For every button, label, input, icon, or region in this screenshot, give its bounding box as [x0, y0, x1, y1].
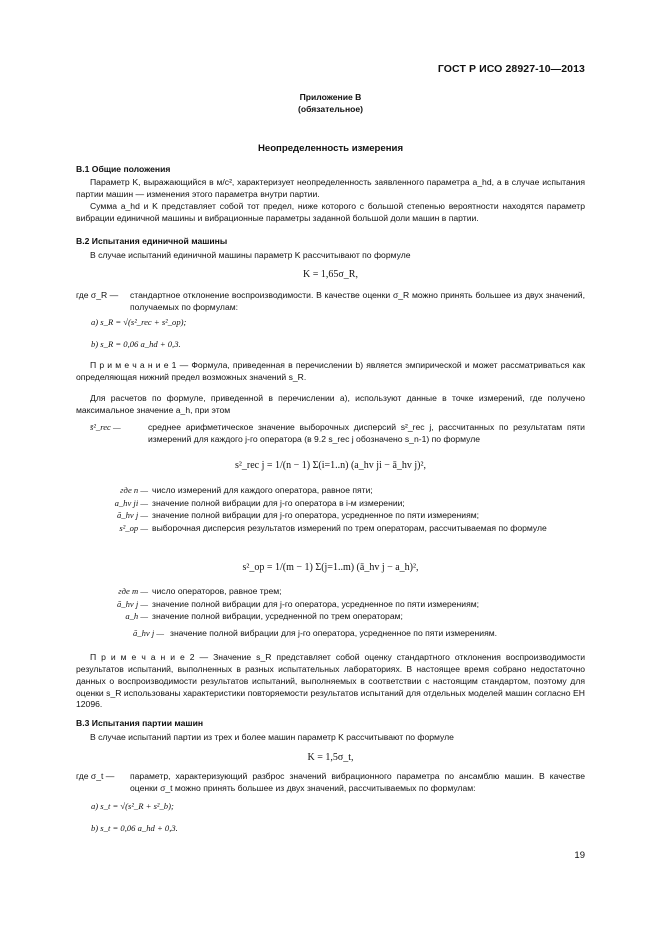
- formula-s2rec: s²_rec j = 1/(n − 1) Σ(i=1..n) (a_hv ji − ā_hv j)²,: [234, 460, 426, 471]
- formula-sr-a: а) s_R = √(s²_rec + s²_op);: [91, 317, 187, 327]
- definition-symbol: где m —: [118, 586, 148, 596]
- paragraph-b2-intro: В случае испытаний единичной машины параметр K рассчитывают по формуле: [90, 250, 411, 260]
- definition-row: [76, 523, 585, 536]
- formula-k-batch: K = 1,5σ_t,: [307, 752, 354, 763]
- annex-status: (обязательное): [297, 104, 364, 114]
- heading-b2: В.2 Испытания единичной машины: [76, 236, 228, 246]
- formula-sr-b: b) s_R = 0,06 a_hd + 0,3.: [91, 339, 181, 349]
- definition-row: [76, 485, 585, 498]
- definition-text: число операторов, равное трем;: [152, 586, 282, 596]
- definition-symbol: ā_hv j —: [116, 510, 148, 520]
- definition-symbol: ā_hv j —: [132, 628, 164, 638]
- paragraph-b3-intro: В случае испытаний партии из трех и более машин параметр K рассчитывают по формуле: [90, 732, 454, 742]
- definition-symbol: где σ_t —: [76, 771, 115, 781]
- formula-s2op: s²_op = 1/(m − 1) Σ(j=1..m) (ā_hv j − a_h)²,: [242, 562, 419, 573]
- definition-text: число измерений для каждого оператора, равное пяти;: [152, 485, 373, 495]
- definition-text: значение полной вибрации для j-го оператора, усредненное по пяти измерениям.: [170, 628, 498, 638]
- definition-sigma-t: [76, 771, 585, 795]
- standard-header: ГОСТ Р ИСО 28927-10—2013: [437, 63, 585, 75]
- definition-text: значение полной вибрации для j-го оператора, усредненное по пяти измерениям;: [152, 598, 480, 609]
- section-title: Неопределенность измерения: [257, 143, 404, 154]
- heading-b1: В.1 Общие положения: [76, 164, 171, 174]
- definition-text: значение полной вибрации для j-го оператора, усредненное по пяти измерениям;: [152, 510, 480, 520]
- definition-text: стандартное отклонение воспроизводимости. В качестве оценки σ_R можно принять большее из двух значений, получаемых по формулам:: [130, 290, 585, 312]
- definition-row: [76, 586, 585, 599]
- definition-row: [76, 628, 585, 641]
- definitions-list-1: [76, 485, 585, 535]
- formula-st-b: b) s_t = 0,06 a_hd + 0,3.: [91, 823, 178, 833]
- heading-b3: В.3 Испытания партии машин: [76, 718, 204, 728]
- definition-symbol: a_hv ji —: [114, 497, 148, 508]
- definition-symbol: где σ_R —: [76, 290, 119, 300]
- definition-text: параметр, характеризующий разброс значений вибрационного параметра по ансамблю машин. В качестве оценки σ_t можно принять большее из двух значений, рассчитываемых по формулам:: [130, 771, 585, 793]
- paragraph-b2-calc: Для расчетов по формуле, приведенной в перечислении а), используют данные в точке измерений, где получено максимальное значение a_h, при этом: [76, 393, 585, 415]
- definition-symbol: ā_hv j —: [116, 598, 148, 609]
- annex-title: Приложение В: [299, 92, 362, 102]
- definition-s2rec: [90, 422, 585, 446]
- paragraph-b1-1: Параметр K, выражающийся в м/с², характеризует неопределенность заявленного параметра a_hd, а в случае испытания партии машин — изменения этого параметра внутри партии.: [76, 177, 585, 199]
- definition-symbol: a_h —: [125, 611, 148, 621]
- definition-symbol: где n —: [120, 485, 148, 495]
- definition-text: значение полной вибрации, усредненной по трем операторам;: [152, 611, 403, 621]
- definition-sigma-r: [76, 290, 585, 314]
- note-1: П р и м е ч а н и е 1 — Формула, приведенная в перечислении b) является эмпирической и может рассматриваться как определяющая нижний предел возможных значений s_R.: [76, 360, 585, 382]
- definition-symbol: s²_op —: [119, 522, 148, 533]
- definition-row: [76, 510, 585, 523]
- definition-row: [76, 599, 585, 612]
- definition-symbol: s̄²_rec —: [90, 422, 121, 432]
- formula-k-single: K = 1,65σ_R,: [303, 269, 358, 280]
- page-number: 19: [574, 850, 585, 861]
- definition-text: среднее арифметическое значение выборочных дисперсий s²_rec j, рассчитанных по результатам пяти измерений для каждого j-го оператора (в 9.2 s_rec j обозначено s_n-1) по формуле: [148, 422, 585, 444]
- definition-text: выборочная дисперсия результатов измерений по трем операторам, рассчитываемая по формуле: [152, 522, 547, 533]
- definitions-list-2: [76, 586, 585, 641]
- definition-text: значение полной вибрации для j-го оператора в i-м измерении;: [152, 497, 405, 508]
- paragraph-b1-2: Сумма a_hd и K представляет собой тот предел, ниже которого с большой степенью вероятности находятся параметр вибрации единичной машины и вибрационные параметры заданной большой доли машин в партии.: [76, 200, 585, 223]
- formula-st-a: а) s_t = √(s²_R + s²_b);: [91, 801, 174, 811]
- definition-row: [76, 611, 585, 628]
- definition-row: [76, 498, 585, 511]
- note-2: П р и м е ч а н и е 2 — Значение s_R представляет собой оценку стандартного отклонения воспроизводимости результатов испытаний, выполненных в разных испытательных лабораториях. В настоящее время собрано недостаточно данных о воспроизводимости результатов испытаний, выполняемых в соответствии с настоящим стандартом, поэтому для оценки s_R использованы характеристики повторяемости результатов испытаний для отдельных моделей машин согласно ЕН 12096.: [76, 652, 585, 710]
